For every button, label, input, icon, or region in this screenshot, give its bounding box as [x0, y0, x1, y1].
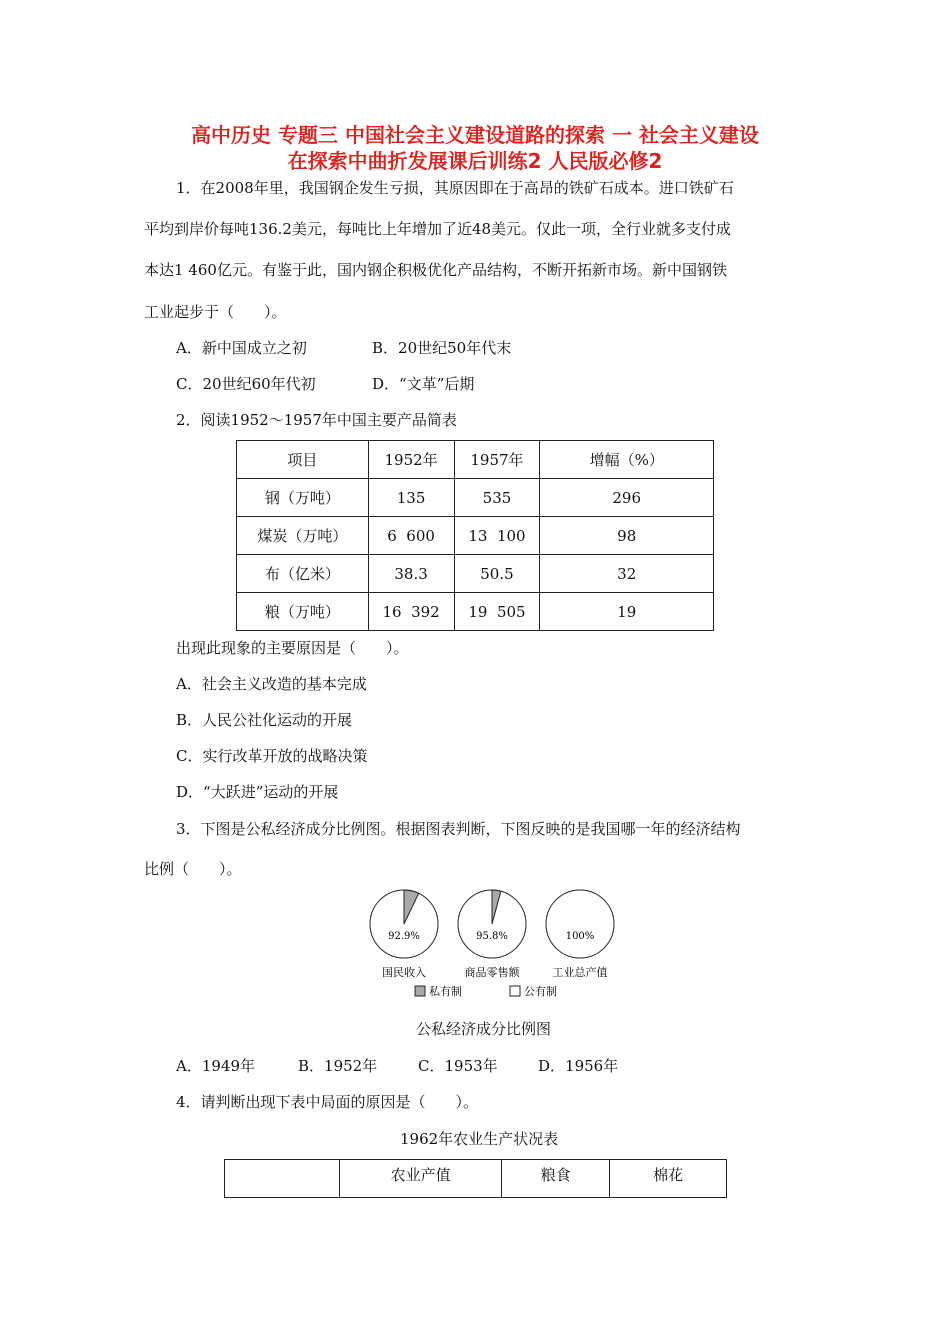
table-cell: 煤炭（万吨） [237, 517, 369, 555]
q1-option-c: C．20世纪60年代初 [176, 375, 316, 393]
table-cell: 296 [540, 479, 714, 517]
table-row [237, 593, 714, 631]
pie-slice-public [546, 890, 614, 958]
table-cell: 19 [540, 593, 714, 631]
pie-category-label: 商品零售额 [464, 966, 520, 979]
pie-category-label: 工业总产值 [552, 966, 608, 979]
title-line-1: 高中历史 专题三 中国社会主义建设道路的探索 一 社会主义建设 [191, 123, 759, 147]
q1-line-3: 本达1 460亿元。有鉴于此，国内钢企积极优化产品结构，不断开拓新市场。新中国钢铁 [144, 261, 727, 279]
pie-value-label: 100% [565, 931, 595, 942]
q1-option-a: A．新中国成立之初 [176, 339, 307, 357]
table-header-cell: 增幅（%） [540, 441, 714, 479]
table-cell: 98 [540, 517, 714, 555]
table-header-row [237, 441, 714, 479]
table-cell: 535 [454, 479, 540, 517]
product-table [236, 440, 714, 631]
pie-value-label: 92.9% [388, 931, 420, 942]
table-cell: 38.3 [368, 555, 454, 593]
table-header-cell: 项目 [237, 441, 369, 479]
legend-label-public: 公有制 [524, 985, 557, 998]
q1-line-4: 工业起步于（ ）。 [144, 303, 287, 321]
legend-swatch-public [510, 986, 520, 996]
pie-chart-figure [360, 886, 620, 1006]
q3-option-d: D．1956年 [538, 1057, 619, 1075]
table-header-cell: 1952年 [368, 441, 454, 479]
table-cell: 16 392 [368, 593, 454, 631]
legend-label-private: 私有制 [429, 985, 462, 998]
q3-line-2: 比例（ ）。 [144, 860, 242, 878]
agriculture-table [224, 1159, 727, 1198]
chart-legend [415, 984, 557, 998]
page-title [120, 122, 830, 174]
table-row [237, 479, 714, 517]
table-cell: 钢（万吨） [237, 479, 369, 517]
legend-swatch-private [415, 986, 425, 996]
table-header-cell [225, 1160, 340, 1198]
table-cell: 13 100 [454, 517, 540, 555]
figure-caption: 公私经济成分比例图 [416, 1020, 552, 1038]
q2-option-a: A．社会主义改造的基本完成 [176, 675, 367, 693]
title-line-2: 在探索中曲折发展课后训练2 人民版必修2 [287, 149, 663, 173]
table-row [237, 555, 714, 593]
table-cell: 32 [540, 555, 714, 593]
q2-option-b: B．人民公社化运动的开展 [176, 711, 353, 729]
q1-option-b: B．20世纪50年代末 [372, 339, 512, 357]
pie-value-label: 95.8% [476, 931, 508, 942]
table-header-cell: 棉花 [610, 1160, 727, 1198]
table-header-cell: 农业产值 [339, 1160, 502, 1198]
table-header-row [225, 1160, 727, 1198]
q4-table-title: 1962年农业生产状况表 [400, 1130, 559, 1148]
table-header-cell: 1957年 [454, 441, 540, 479]
q2-option-c: C．实行改革开放的战略决策 [176, 747, 368, 765]
pie-category-label: 国民收入 [382, 966, 426, 979]
q1-option-d: D．“文革”后期 [372, 375, 475, 393]
q3-option-a: A．1949年 [176, 1057, 256, 1075]
q4-intro: 4．请判断出现下表中局面的原因是（ ）。 [176, 1093, 479, 1111]
q2-option-d: D．“大跃进”运动的开展 [176, 783, 339, 801]
q1-line-1: 1．在2008年里，我国钢企发生亏损，其原因即在于高昂的铁矿石成本。进口铁矿石 [176, 179, 734, 197]
table-cell: 布（亿米） [237, 555, 369, 593]
q2-intro: 2．阅读1952～1957年中国主要产品简表 [176, 411, 457, 429]
q3-line-1: 3．下图是公私经济成分比例图。根据图表判断，下图反映的是我国哪一年的经济结构 [176, 820, 741, 838]
q2-question: 出现此现象的主要原因是（ ）。 [176, 639, 409, 657]
table-cell: 135 [368, 479, 454, 517]
table-row [237, 517, 714, 555]
table-cell: 6 600 [368, 517, 454, 555]
table-cell: 19 505 [454, 593, 540, 631]
table-header-cell: 粮食 [502, 1160, 610, 1198]
table-cell: 50.5 [454, 555, 540, 593]
q3-option-c: C．1953年 [418, 1057, 498, 1075]
table-cell: 粮（万吨） [237, 593, 369, 631]
q1-line-2: 平均到岸价每吨136.2美元，每吨比上年增加了近48美元。仅此一项，全行业就多支付成 [144, 220, 732, 238]
q3-option-b: B．1952年 [298, 1057, 378, 1075]
